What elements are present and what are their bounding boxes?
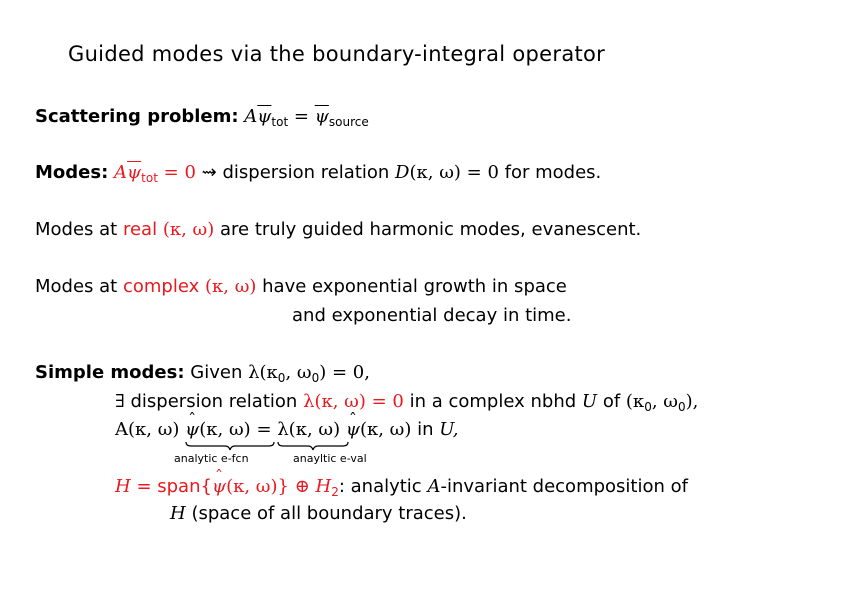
scattering-label: Scattering problem: bbox=[35, 106, 239, 127]
real-args: (κ, ω) bbox=[162, 219, 215, 240]
pt-sub0b: 0 bbox=[677, 400, 686, 414]
complex-pre: Modes at bbox=[35, 276, 118, 297]
complex-modes-line-2: and exponential decay in time. bbox=[292, 305, 572, 326]
decomp-line bbox=[115, 476, 688, 499]
psi-tot: $\overline{\psi}$ bbox=[257, 106, 272, 127]
H2-sub: 2 bbox=[331, 485, 339, 499]
modes-sub-tot: tot bbox=[141, 171, 158, 185]
decomp-text-2: -invariant decomposition of bbox=[440, 476, 688, 497]
sub-tot: tot bbox=[271, 115, 289, 129]
dispersion-text: dispersion relation bbox=[222, 162, 390, 183]
span-args: (κ, ω)} bbox=[226, 476, 289, 497]
psi-args: (κ, ω) bbox=[199, 419, 251, 440]
page-title: Guided modes via the boundary-integral operator bbox=[68, 42, 606, 66]
real-word: real bbox=[122, 219, 158, 240]
given-text: Given bbox=[190, 362, 243, 383]
traces-text: (space of all boundary traces). bbox=[191, 503, 467, 524]
span-eq: = span{ bbox=[136, 476, 212, 497]
A-eq: A(κ, ω) bbox=[115, 419, 180, 440]
psi-hat: ˆ ψ bbox=[185, 419, 199, 441]
pt-mid: , ω bbox=[651, 391, 678, 412]
real-modes-line bbox=[35, 219, 641, 241]
modes-A: A bbox=[114, 162, 128, 183]
U-symbol: U bbox=[581, 391, 598, 412]
psi-args-2: (κ, ω) bbox=[359, 419, 412, 440]
of-text: of bbox=[602, 391, 621, 412]
w0-sub: 0 bbox=[311, 371, 320, 385]
equals-sign: = bbox=[293, 106, 310, 127]
lambda-k: λ(κ bbox=[248, 362, 278, 383]
modes-psi: $\overline{\psi}$ bbox=[127, 162, 142, 183]
modes-label: Modes: bbox=[35, 162, 109, 183]
under-label-eval: anayltic e-val bbox=[293, 452, 367, 465]
U-symbol-2: U, bbox=[439, 419, 459, 440]
traces-line bbox=[170, 503, 467, 525]
operator-A: A bbox=[244, 106, 258, 127]
lambda-end: ) = 0, bbox=[319, 362, 370, 383]
in-nbhd-text: in a complex nbhd bbox=[409, 391, 577, 412]
decomp-text: : analytic bbox=[338, 476, 422, 497]
simple-label: Simple modes: bbox=[35, 362, 185, 383]
omega: , ω bbox=[285, 362, 312, 383]
k0-sub: 0 bbox=[277, 371, 286, 385]
H2-symbol: H bbox=[315, 476, 332, 497]
sub-source: source bbox=[328, 115, 369, 129]
dispersion-args: (κ, ω) bbox=[409, 162, 461, 183]
disp-text: dispersion relation bbox=[130, 391, 298, 412]
equation-line bbox=[115, 419, 459, 441]
for-modes-text: for modes. bbox=[504, 162, 602, 183]
modes-eq0: = 0 bbox=[163, 162, 196, 183]
exists-icon: ∃ bbox=[115, 391, 125, 412]
pt-sub0: 0 bbox=[644, 400, 652, 414]
complex-word: complex bbox=[122, 276, 200, 297]
pt-close: ), bbox=[685, 391, 699, 412]
exists-line bbox=[115, 391, 698, 414]
scattering-line bbox=[35, 106, 369, 129]
equals: = bbox=[256, 419, 272, 440]
oplus-icon: ⊕ bbox=[294, 476, 310, 497]
real-post: are truly guided harmonic modes, evanescent. bbox=[219, 219, 642, 240]
A-inv: A bbox=[427, 476, 441, 497]
real-pre: Modes at bbox=[35, 219, 118, 240]
H3-symbol: H bbox=[170, 503, 186, 524]
complex-post: have exponential growth in space bbox=[262, 276, 567, 297]
under-label-efcn: analytic e-fcn bbox=[174, 452, 249, 465]
lambda-eq: λ(κ, ω) bbox=[277, 419, 341, 440]
red-relation: λ(κ, ω) = 0 bbox=[303, 391, 404, 412]
complex-modes-line bbox=[35, 276, 567, 298]
dispersion-eq0: = 0 bbox=[466, 162, 499, 183]
psi-hat-2: ˆ ψ bbox=[346, 419, 360, 441]
psi-hat-3: ˆ ψ bbox=[212, 476, 226, 498]
pt-open: (κ bbox=[625, 391, 645, 412]
complex-args: (κ, ω) bbox=[204, 276, 257, 297]
underbrace-icon bbox=[185, 441, 275, 451]
H-symbol: H bbox=[115, 476, 131, 497]
modes-line bbox=[35, 162, 601, 185]
psi-source: $\overline{\psi}$ bbox=[314, 106, 329, 127]
leadsto-arrow-icon: ⇝ bbox=[201, 162, 217, 183]
in-text: in bbox=[417, 419, 434, 440]
underbrace-icon-2 bbox=[277, 441, 349, 451]
dispersion-D: D bbox=[395, 162, 410, 183]
simple-modes-line bbox=[35, 362, 370, 385]
